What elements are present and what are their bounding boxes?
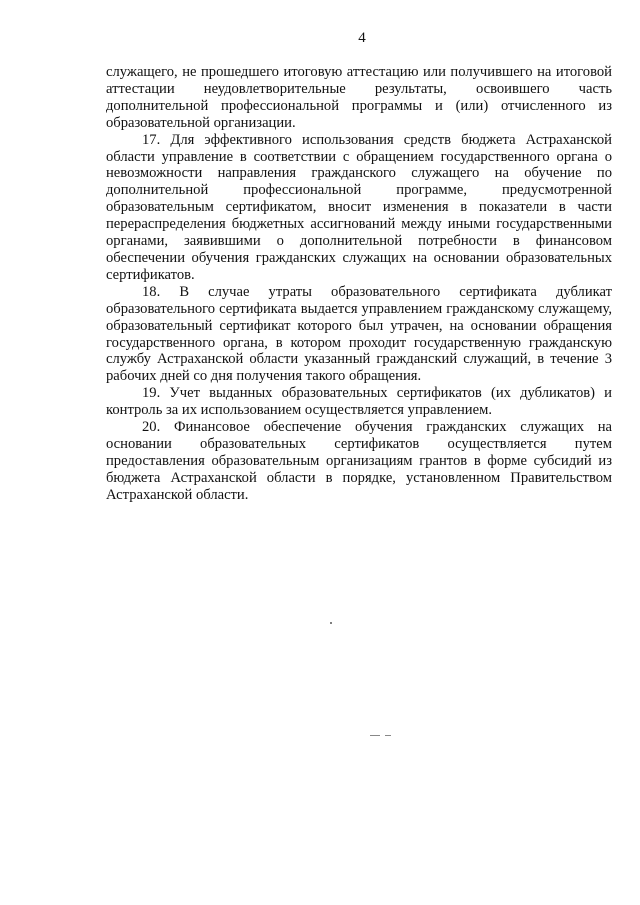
scan-artifact-dash: [370, 735, 380, 736]
scan-artifact-dot: [330, 622, 332, 624]
paragraph-19: 19. Учет выданных образовательных сертификатов (их дубликатов) и контроль за их использованием осуществляется управлением.: [106, 385, 612, 419]
paragraph-continuation: служащего, не прошедшего итоговую аттестацию или получившего на итоговой аттестации неудовлетворительные результаты, освоившего часть дополнительной профессиональной программы и (или) отчисленного из образовательной организации.: [106, 64, 612, 131]
paragraph-18: 18. В случае утраты образовательного сертификата дубликат образовательного сертификата выдается управлением гражданскому служащему, образовательный сертификат которого был утрачен, на основании обращения государственного органа, в котором проходит государственную гражданскую службу Астраханской области указанный гражданский служащий, в течение 3 рабочих дней со дня получения такого обращения.: [106, 283, 612, 385]
page-number: 4: [358, 30, 366, 46]
paragraph-17: 17. Для эффективного использования средств бюджета Астраханской области управление в соответствии с обращением государственного органа о невозможности направления гражданского служащего на обучение по дополнительной профессиональной программе, предусмотренной образовательным сертификатом, вносит изменения в показатели в части перераспределения бюджетных ассигнований между иными государственными органами, заявившими о дополнительной потребности в финансовом обеспечении обучения гражданских служащих на основании образовательных сертификатов.: [106, 131, 612, 283]
scan-artifact-dash: [385, 735, 391, 736]
paragraph-20: 20. Финансовое обеспечение обучения гражданских служащих на основании образовательных сертификатов осуществляется путем предоставления образовательным организациям грантов в форме субсидий из бюджета Астраханской области в порядке, установленном Правительством Астраханской области.: [106, 419, 612, 503]
document-body: [106, 64, 612, 504]
